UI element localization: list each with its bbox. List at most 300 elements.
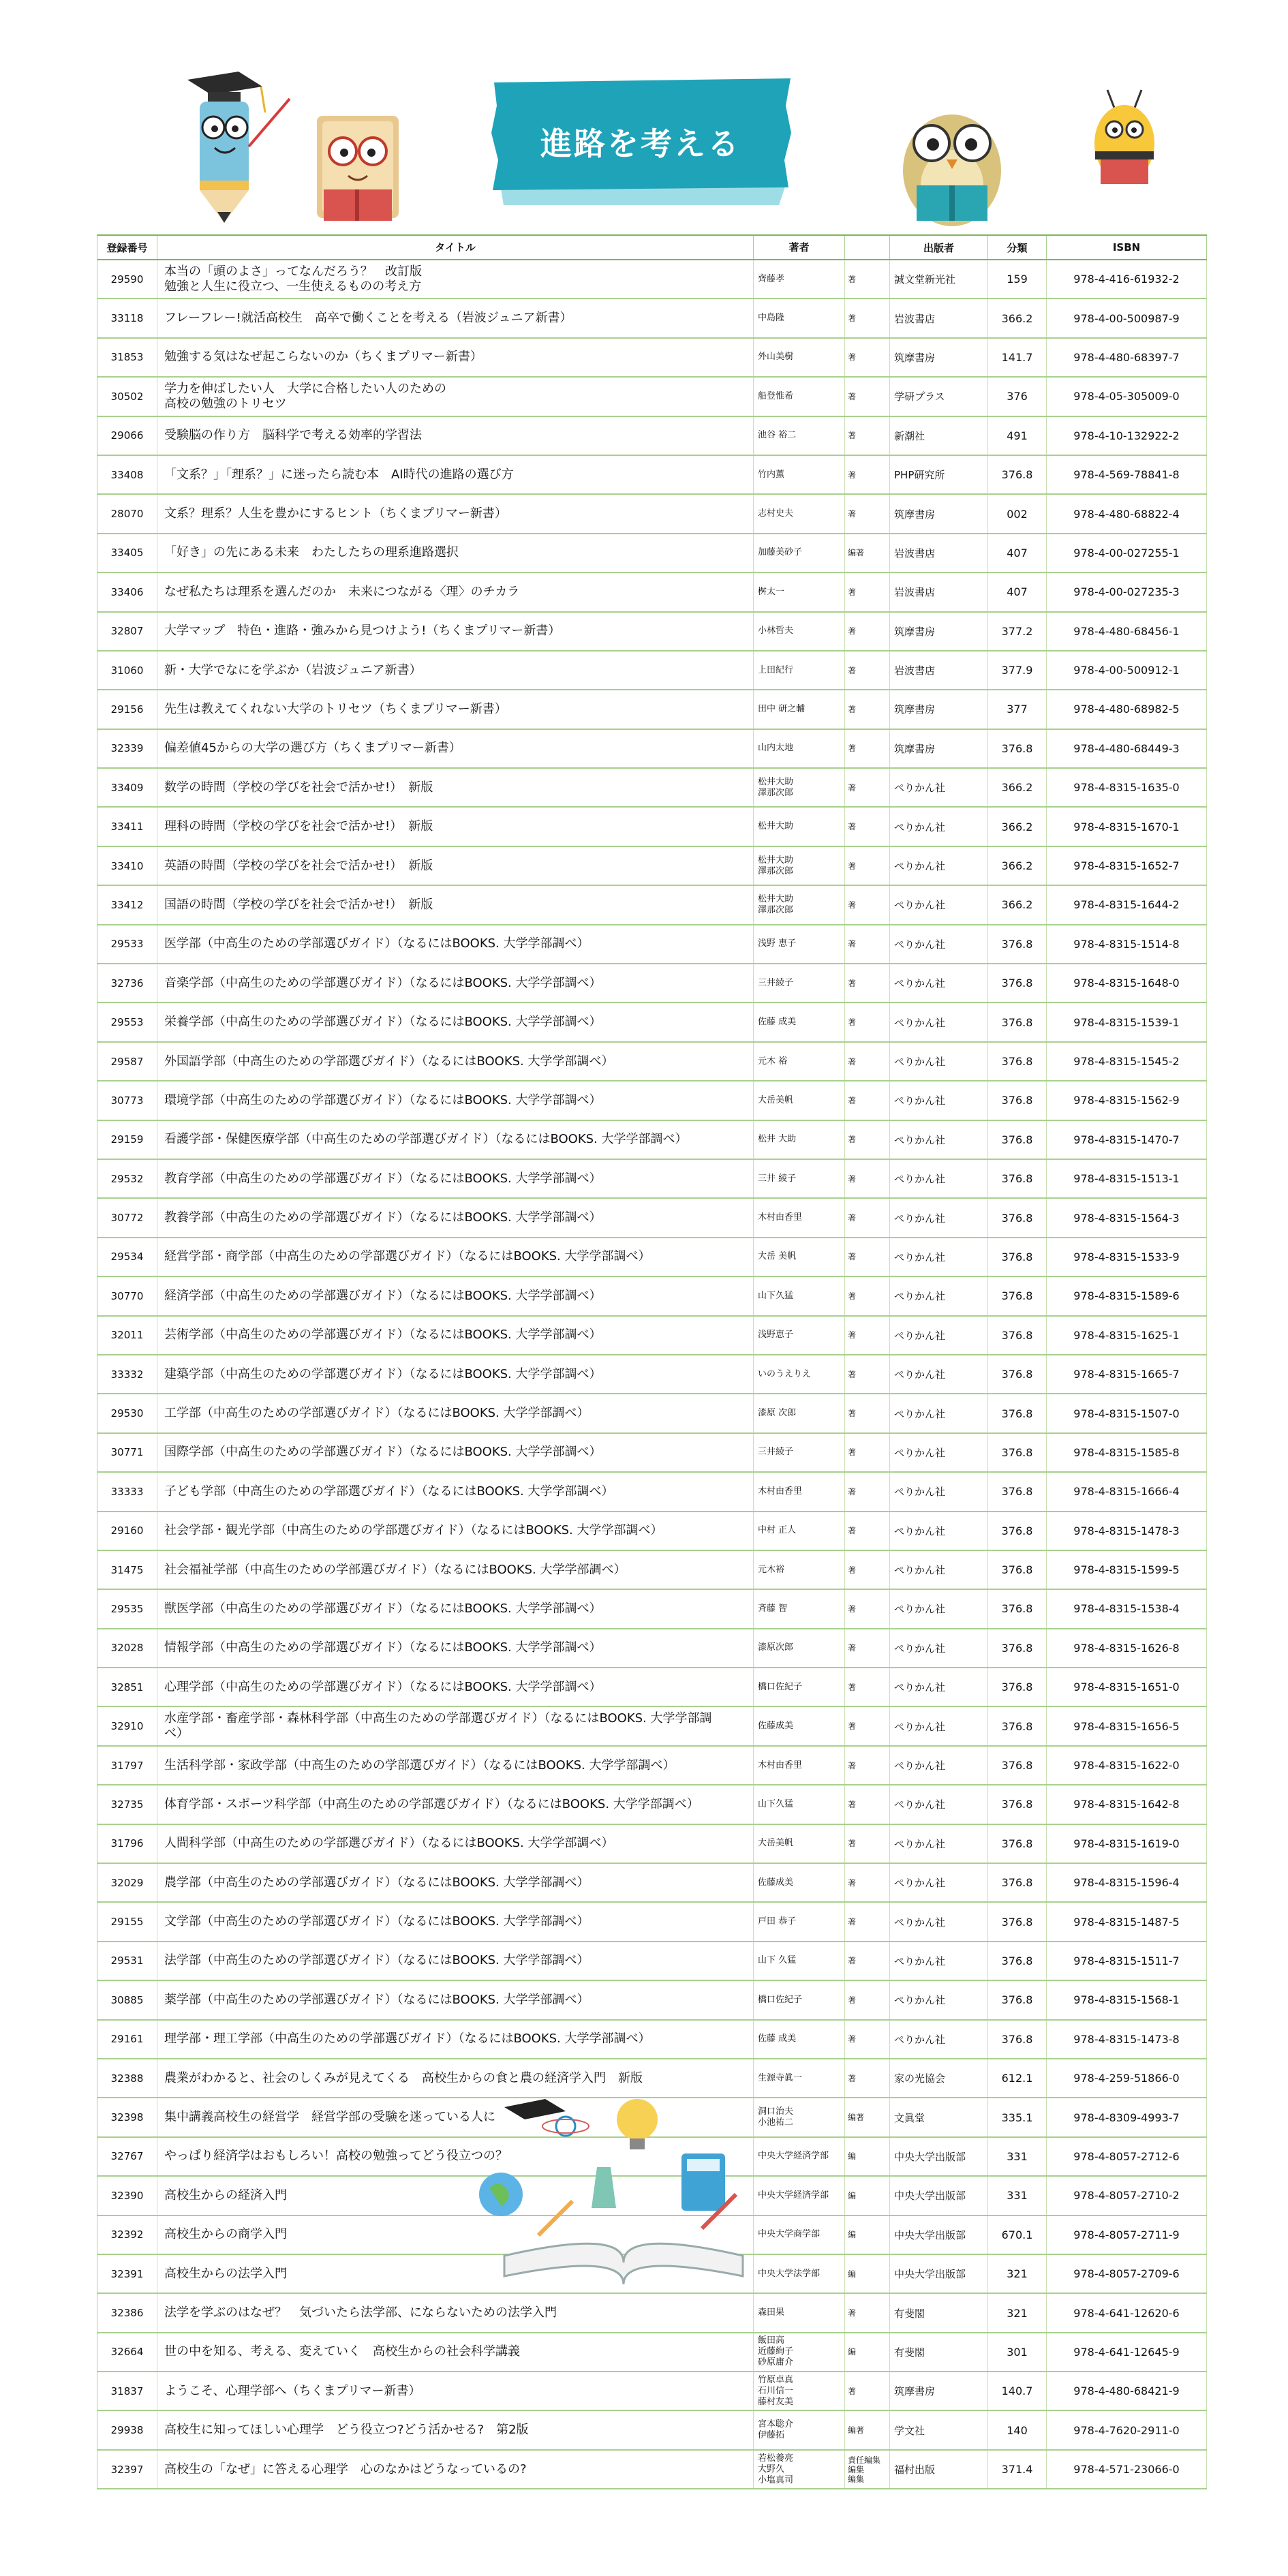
cell-role: 著 [845, 1785, 890, 1823]
cell-id: 33409 [97, 769, 157, 806]
cell-title: 受験脳の作り方 脳科学で考える効率的学習法 [157, 417, 754, 455]
cell-role: 著 [845, 1394, 890, 1432]
cell-role: 著 [845, 1043, 890, 1080]
cell-publisher: 岩波書店 [890, 534, 988, 572]
cell-author: 外山美樹 [754, 339, 845, 376]
cell-class: 377.2 [988, 613, 1047, 650]
cell-isbn: 978-4-259-51866-0 [1047, 2059, 1207, 2097]
cell-title: 人間科学部（中高生のための学部選びガイド）（なるにはBOOKS. 大学学部調べ） [157, 1825, 754, 1862]
cell-author: 竹内薫 [754, 456, 845, 493]
table-row [97, 925, 1207, 964]
cell-isbn: 978-4-480-68449-3 [1047, 730, 1207, 767]
table-row [97, 1825, 1207, 1864]
cell-id: 31475 [97, 1551, 157, 1589]
cell-isbn: 978-4-569-78841-8 [1047, 456, 1207, 493]
table-row [97, 1785, 1207, 1824]
cell-isbn: 978-4-8315-1665-7 [1047, 1355, 1207, 1393]
cell-role: 著 [845, 690, 890, 728]
cell-class: 376.8 [988, 1434, 1047, 1471]
cell-publisher: ぺりかん社 [890, 808, 988, 845]
cell-role: 著 [845, 1434, 890, 1471]
cell-id: 33412 [97, 886, 157, 923]
cell-author: 木村由香里 [754, 1473, 845, 1510]
cell-role: 著 [845, 1903, 890, 1940]
cell-publisher: 筑摩書房 [890, 613, 988, 650]
table-row [97, 1551, 1207, 1590]
cell-author: 松井大助 澤那次郎 [754, 769, 845, 806]
cell-title: 高校生からの商学入門 [157, 2216, 754, 2254]
table-row [97, 1512, 1207, 1551]
cell-author: 三井 綾子 [754, 1160, 845, 1197]
cell-class: 366.2 [988, 808, 1047, 845]
cell-title: 世の中を知る、考える、変えていく 高校生からの社会科学講義 [157, 2333, 754, 2371]
cell-id: 29534 [97, 1238, 157, 1276]
cell-class: 376.8 [988, 1903, 1047, 1940]
cell-role: 著 [845, 1355, 890, 1393]
col-header-id: 登録番号 [97, 236, 157, 259]
cell-role: 著 [845, 1707, 890, 1745]
cell-publisher: ぺりかん社 [890, 769, 988, 806]
cell-title: 高校生からの法学入門 [157, 2255, 754, 2293]
cell-id: 32851 [97, 1668, 157, 1706]
cell-id: 32664 [97, 2333, 157, 2371]
cell-isbn: 978-4-8315-1514-8 [1047, 925, 1207, 963]
cell-title: 勉強する気はなぜ起こらないのか（ちくまプリマー新書） [157, 339, 754, 376]
cell-id: 32807 [97, 613, 157, 650]
cell-author: 宮本聡介 伊藤拓 [754, 2411, 845, 2449]
cell-class: 376.8 [988, 1003, 1047, 1041]
cell-title: 大学マップ 特色・進路・強みから見つけよう!（ちくまプリマー新書） [157, 613, 754, 650]
cell-title: 英語の時間（学校の学びを社会で活かせ!） 新版 [157, 847, 754, 885]
col-header-publisher: 出版者 [890, 236, 988, 259]
cell-class: 376.8 [988, 1668, 1047, 1706]
book-glasses-icon [303, 109, 412, 232]
cell-class: 140.7 [988, 2372, 1047, 2410]
cell-class: 376.8 [988, 1981, 1047, 2019]
cell-title: 獣医学部（中高生のための学部選びガイド）（なるにはBOOKS. 大学学部調べ） [157, 1590, 754, 1627]
cell-id: 33405 [97, 534, 157, 572]
cell-title: 芸術学部（中高生のための学部選びガイド）（なるにはBOOKS. 大学学部調べ） [157, 1317, 754, 1354]
cell-publisher: 中央大学出版部 [890, 2255, 988, 2293]
cell-isbn: 978-4-416-61932-2 [1047, 260, 1207, 298]
cell-author: 中島隆 [754, 299, 845, 337]
cell-class: 376.8 [988, 1707, 1047, 1745]
cell-isbn: 978-4-8315-1625-1 [1047, 1317, 1207, 1354]
cell-role: 著 [845, 613, 890, 650]
cell-id: 33408 [97, 456, 157, 493]
table-row [97, 1043, 1207, 1082]
cell-role: 著 [845, 573, 890, 611]
cell-publisher: ぺりかん社 [890, 1942, 988, 1980]
cell-class: 376.8 [988, 1277, 1047, 1315]
cell-role: 著 [845, 1199, 890, 1236]
cell-title: 集中講義高校生の経営学 経営学部の受験を迷っている人に [157, 2098, 754, 2136]
cell-isbn: 978-4-8315-1652-7 [1047, 847, 1207, 885]
cell-class: 335.1 [988, 2098, 1047, 2136]
cell-author: 船登惟希 [754, 378, 845, 415]
cell-isbn: 978-4-7620-2911-0 [1047, 2411, 1207, 2449]
cell-class: 376.8 [988, 1747, 1047, 1784]
cell-class: 407 [988, 534, 1047, 572]
cell-author: 浅野恵子 [754, 1317, 845, 1354]
cell-isbn: 978-4-8315-1619-0 [1047, 1825, 1207, 1862]
cell-isbn: 978-4-8315-1470-7 [1047, 1121, 1207, 1159]
cell-author: 松井 大助 [754, 1121, 845, 1159]
cell-author: 漆原次郎 [754, 1629, 845, 1667]
cell-author: 大岳美帆 [754, 1825, 845, 1862]
cell-author: 佐藤 成美 [754, 2021, 845, 2058]
cell-publisher: ぺりかん社 [890, 847, 988, 885]
cell-id: 32028 [97, 1629, 157, 1667]
cell-id: 32029 [97, 1864, 157, 1901]
cell-publisher: ぺりかん社 [890, 1003, 988, 1041]
col-header-author: 著者 [754, 236, 845, 259]
cell-author: 橋口佐紀子 [754, 1981, 845, 2019]
cell-isbn: 978-4-8315-1589-6 [1047, 1277, 1207, 1315]
cell-class: 376.8 [988, 964, 1047, 1002]
cell-publisher: ぺりかん社 [890, 1981, 988, 2019]
cell-publisher: 筑摩書房 [890, 495, 988, 532]
cell-author: 森田果 [754, 2294, 845, 2331]
table-row [97, 2451, 1207, 2489]
cell-id: 29156 [97, 690, 157, 728]
cell-author: 上田紀行 [754, 651, 845, 689]
cell-isbn: 978-4-480-68397-7 [1047, 339, 1207, 376]
cell-publisher: ぺりかん社 [890, 1785, 988, 1823]
cell-role: 著 [845, 1473, 890, 1510]
cell-id: 31060 [97, 651, 157, 689]
cell-isbn: 978-4-8315-1539-1 [1047, 1003, 1207, 1041]
cell-publisher: ぺりかん社 [890, 1512, 988, 1550]
cell-role: 著 [845, 1629, 890, 1667]
cell-isbn: 978-4-00-027235-3 [1047, 573, 1207, 611]
cell-class: 376.8 [988, 1825, 1047, 1862]
cell-id: 33333 [97, 1473, 157, 1510]
cell-title: 法学を学ぶのはなぜ？ 気づいたら法学部、にならないための法学入門 [157, 2294, 754, 2331]
cell-isbn: 978-4-8315-1478-3 [1047, 1512, 1207, 1550]
cell-isbn: 978-4-8057-2711-9 [1047, 2216, 1207, 2254]
cell-class: 376.8 [988, 1043, 1047, 1080]
cell-author: 松井大助 澤那次郎 [754, 886, 845, 923]
table-row [97, 1707, 1207, 1746]
cell-isbn: 978-4-8315-1564-3 [1047, 1199, 1207, 1236]
cell-class: 371.4 [988, 2451, 1047, 2488]
cell-publisher: ぺりかん社 [890, 1668, 988, 1706]
cell-class: 366.2 [988, 299, 1047, 337]
cell-publisher: 中央大学出版部 [890, 2177, 988, 2214]
cell-title: 理学部・理工学部（中高生のための学部選びガイド）（なるにはBOOKS. 大学学部調べ） [157, 2021, 754, 2058]
cell-publisher: ぺりかん社 [890, 1825, 988, 1862]
cell-publisher: 岩波書店 [890, 651, 988, 689]
cell-publisher: 福村出版 [890, 2451, 988, 2488]
table-row [97, 260, 1207, 299]
cell-publisher: ぺりかん社 [890, 1277, 988, 1315]
cell-publisher: 文眞堂 [890, 2098, 988, 2136]
cell-id: 30502 [97, 378, 157, 415]
cell-title: 高校生からの経済入門 [157, 2177, 754, 2214]
cell-publisher: ぺりかん社 [890, 1121, 988, 1159]
cell-class: 377 [988, 690, 1047, 728]
cell-id: 32767 [97, 2138, 157, 2175]
cell-role: 編 [845, 2177, 890, 2214]
cell-class: 321 [988, 2255, 1047, 2293]
cell-isbn: 978-4-8315-1585-8 [1047, 1434, 1207, 1471]
cell-isbn: 978-4-571-23066-0 [1047, 2451, 1207, 2488]
cell-author: 中央大学商学部 [754, 2216, 845, 2254]
table-row [97, 1629, 1207, 1668]
cell-isbn: 978-4-8315-1511-7 [1047, 1942, 1207, 1980]
table-row [97, 2372, 1207, 2411]
table-row [97, 2333, 1207, 2372]
cell-class: 376.8 [988, 1629, 1047, 1667]
cell-isbn: 978-4-8315-1656-5 [1047, 1707, 1207, 1745]
cell-author: 齊藤孝 [754, 260, 845, 298]
cell-publisher: ぺりかん社 [890, 964, 988, 1002]
cell-title: 栄養学部（中高生のための学部選びガイド）（なるにはBOOKS. 大学学部調べ） [157, 1003, 754, 1041]
cell-role: 著 [845, 925, 890, 963]
cell-role: 編 [845, 2138, 890, 2175]
cell-isbn: 978-4-8057-2712-6 [1047, 2138, 1207, 2175]
cell-class: 376.8 [988, 1473, 1047, 1510]
cell-title: 教養学部（中高生のための学部選びガイド）（なるにはBOOKS. 大学学部調べ） [157, 1199, 754, 1236]
cell-author: 小林哲夫 [754, 613, 845, 650]
cell-author: 漆原 次郎 [754, 1394, 845, 1432]
cell-id: 32390 [97, 2177, 157, 2214]
cell-author: 加藤美砂子 [754, 534, 845, 572]
cell-publisher: ぺりかん社 [890, 1864, 988, 1901]
cell-id: 30770 [97, 1277, 157, 1315]
cell-role: 著 [845, 2021, 890, 2058]
cell-title: 医学部（中高生のための学部選びガイド）（なるにはBOOKS. 大学学部調べ） [157, 925, 754, 963]
cell-class: 376.8 [988, 1864, 1047, 1901]
cell-class: 376.8 [988, 1199, 1047, 1236]
cell-id: 29590 [97, 260, 157, 298]
cell-id: 32339 [97, 730, 157, 767]
pencil-graduate-icon [167, 72, 293, 228]
cell-class: 376.8 [988, 1394, 1047, 1432]
cell-isbn: 978-4-8315-1513-1 [1047, 1160, 1207, 1197]
cell-class: 301 [988, 2333, 1047, 2371]
owl-reading-icon [889, 95, 1015, 228]
cell-role: 著 [845, 1317, 890, 1354]
cell-publisher: 誠文堂新光社 [890, 260, 988, 298]
table-row [97, 1668, 1207, 1707]
cell-title: 農業がわかると、社会のしくみが見えてくる 高校生からの食と農の経済学入門 新版 [157, 2059, 754, 2097]
cell-id: 31796 [97, 1825, 157, 1862]
cell-title: 社会福祉学部（中高生のための学部選びガイド）（なるにはBOOKS. 大学学部調べ） [157, 1551, 754, 1589]
table-row [97, 690, 1207, 729]
table-row [97, 1942, 1207, 1981]
table-row [97, 1317, 1207, 1355]
cell-id: 29531 [97, 1942, 157, 1980]
cell-publisher: ぺりかん社 [890, 1317, 988, 1354]
table-row [97, 339, 1207, 378]
col-header-class: 分類 [988, 236, 1047, 259]
cell-author: 木村由香里 [754, 1747, 845, 1784]
cell-publisher: 中央大学出版部 [890, 2216, 988, 2254]
cell-role: 著 [845, 495, 890, 532]
cell-isbn: 978-4-480-68982-5 [1047, 690, 1207, 728]
cell-role: 著 [845, 456, 890, 493]
cell-publisher: 新潮社 [890, 417, 988, 455]
cell-publisher: ぺりかん社 [890, 1551, 988, 1589]
open-book-learning-icon [477, 2092, 770, 2290]
cell-id: 32386 [97, 2294, 157, 2331]
table-row [97, 2021, 1207, 2059]
cell-class: 331 [988, 2177, 1047, 2214]
cell-author: 田中 研之輔 [754, 690, 845, 728]
cell-role: 著 [845, 2294, 890, 2331]
col-header-role [845, 236, 890, 259]
cell-isbn: 978-4-8309-4993-7 [1047, 2098, 1207, 2136]
cell-title: 文学部（中高生のための学部選びガイド）（なるにはBOOKS. 大学学部調べ） [157, 1903, 754, 1940]
cell-title: 「文系？」「理系？」に迷ったら読む本 AI時代の進路の選び方 [157, 456, 754, 493]
cell-class: 376.8 [988, 1512, 1047, 1550]
cell-title: 先生は教えてくれない大学のトリセツ（ちくまプリマー新書） [157, 690, 754, 728]
cell-role: 編著 [845, 2411, 890, 2449]
cell-publisher: ぺりかん社 [890, 1394, 988, 1432]
cell-publisher: 筑摩書房 [890, 690, 988, 728]
cell-isbn: 978-4-8315-1507-0 [1047, 1394, 1207, 1432]
cell-author: 浅野 恵子 [754, 925, 845, 963]
cell-id: 33118 [97, 299, 157, 337]
cell-title: 環境学部（中高生のための学部選びガイド）（なるにはBOOKS. 大学学部調べ） [157, 1082, 754, 1119]
cell-id: 29066 [97, 417, 157, 455]
table-row [97, 1864, 1207, 1903]
cell-role: 著 [845, 1942, 890, 1980]
table-row [97, 1277, 1207, 1316]
cell-class: 376 [988, 378, 1047, 415]
cell-role: 著 [845, 1082, 890, 1119]
cell-class: 376.8 [988, 1082, 1047, 1119]
table-header [97, 236, 1207, 260]
cell-title: 外国語学部（中高生のための学部選びガイド）（なるにはBOOKS. 大学学部調べ） [157, 1043, 754, 1080]
bee-reading-icon [1087, 89, 1162, 198]
table-row [97, 495, 1207, 534]
cell-role: 著 [845, 339, 890, 376]
cell-isbn: 978-4-00-500912-1 [1047, 651, 1207, 689]
cell-author: 生源寺眞一 [754, 2059, 845, 2097]
cell-title: 体育学部・スポーツ科学部（中高生のための学部選びガイド）（なるにはBOOKS. 大学学部調べ） [157, 1785, 754, 1823]
cell-title: 経済学部（中高生のための学部選びガイド）（なるにはBOOKS. 大学学部調べ） [157, 1277, 754, 1315]
cell-author: いのうえりえ [754, 1355, 845, 1393]
cell-id: 29161 [97, 2021, 157, 2058]
cell-role: 著 [845, 769, 890, 806]
cell-publisher: 有斐閣 [890, 2294, 988, 2331]
cell-isbn: 978-4-8315-1599-5 [1047, 1551, 1207, 1589]
cell-title: 社会学部・観光学部（中高生のための学部選びガイド）（なるにはBOOKS. 大学学部調べ） [157, 1512, 754, 1550]
table-row [97, 1121, 1207, 1160]
cell-title: ようこそ、心理学部へ（ちくまプリマー新書） [157, 2372, 754, 2410]
cell-role: 著 [845, 378, 890, 415]
cell-publisher: ぺりかん社 [890, 1707, 988, 1745]
table-row [97, 378, 1207, 416]
cell-isbn: 978-4-641-12620-6 [1047, 2294, 1207, 2331]
cell-role: 編著 [845, 534, 890, 572]
cell-publisher: ぺりかん社 [890, 1747, 988, 1784]
cell-role: 著 [845, 2059, 890, 2097]
cell-title: 農学部（中高生のための学部選びガイド）（なるにはBOOKS. 大学学部調べ） [157, 1864, 754, 1901]
cell-author: 竹原卓真 石川信一 藤村友美 [754, 2372, 845, 2410]
cell-id: 32736 [97, 964, 157, 1002]
cell-author: 戸田 恭子 [754, 1903, 845, 1940]
cell-title: 理科の時間（学校の学びを社会で活かせ!） 新版 [157, 808, 754, 845]
cell-id: 30885 [97, 1981, 157, 2019]
cell-title: 工学部（中高生のための学部選びガイド）（なるにはBOOKS. 大学学部調べ） [157, 1394, 754, 1432]
table-row [97, 1747, 1207, 1785]
cell-publisher: ぺりかん社 [890, 1160, 988, 1197]
cell-publisher: ぺりかん社 [890, 1238, 988, 1276]
cell-class: 376.8 [988, 1121, 1047, 1159]
cell-class: 376.8 [988, 1238, 1047, 1276]
cell-class: 376.8 [988, 1551, 1047, 1589]
cell-title: 経営学部・商学部（中高生のための学部選びガイド）（なるにはBOOKS. 大学学部調べ） [157, 1238, 754, 1276]
cell-isbn: 978-4-8315-1533-9 [1047, 1238, 1207, 1276]
cell-id: 29938 [97, 2411, 157, 2449]
cell-publisher: 筑摩書房 [890, 2372, 988, 2410]
cell-publisher: ぺりかん社 [890, 1473, 988, 1510]
cell-id: 33411 [97, 808, 157, 845]
table-row [97, 1160, 1207, 1199]
cell-id: 30771 [97, 1434, 157, 1471]
cell-title: 偏差値45からの大学の選び方（ちくまプリマー新書） [157, 730, 754, 767]
table-row [97, 1238, 1207, 1277]
cell-title: 子ども学部（中高生のための学部選びガイド）（なるにはBOOKS. 大学学部調べ） [157, 1473, 754, 1510]
cell-isbn: 978-4-00-027255-1 [1047, 534, 1207, 572]
cell-author: 大岳美帆 [754, 1082, 845, 1119]
cell-id: 29532 [97, 1160, 157, 1197]
cell-id: 32398 [97, 2098, 157, 2136]
cell-title: 高校生の「なぜ」に答える心理学 心のなかはどうなっているの? [157, 2451, 754, 2488]
cell-role: 著 [845, 808, 890, 845]
cell-class: 376.8 [988, 1355, 1047, 1393]
table-row [97, 730, 1207, 769]
cell-author: 志村史夫 [754, 495, 845, 532]
cell-isbn: 978-4-00-500987-9 [1047, 299, 1207, 337]
cell-id: 32910 [97, 1707, 157, 1745]
cell-author: 佐藤成美 [754, 1707, 845, 1745]
page-title: 進路を考える [540, 125, 741, 162]
cell-class: 140 [988, 2411, 1047, 2449]
cell-isbn: 978-4-8315-1568-1 [1047, 1981, 1207, 2019]
cell-role: 著 [845, 1590, 890, 1627]
cell-role: 著 [845, 651, 890, 689]
cell-role: 編 [845, 2255, 890, 2293]
cell-publisher: ぺりかん社 [890, 886, 988, 923]
table-row [97, 847, 1207, 886]
cell-id: 33406 [97, 573, 157, 611]
cell-title: 文系？理系？人生を豊かにするヒント（ちくまプリマー新書） [157, 495, 754, 532]
table-row [97, 1434, 1207, 1473]
col-header-title: タイトル [157, 236, 754, 259]
cell-author: 中村 正人 [754, 1512, 845, 1550]
cell-title: フレーフレー!就活高校生 高卒で働くことを考える（岩波ジュニア新書） [157, 299, 754, 337]
table-row [97, 1394, 1207, 1433]
cell-role: 編著 [845, 2098, 890, 2136]
table-row [97, 964, 1207, 1003]
cell-class: 491 [988, 417, 1047, 455]
cell-author: 山下 久猛 [754, 1942, 845, 1980]
cell-isbn: 978-4-8315-1642-8 [1047, 1785, 1207, 1823]
cell-class: 366.2 [988, 769, 1047, 806]
cell-author: 大岳 美帆 [754, 1238, 845, 1276]
cell-isbn: 978-4-8315-1635-0 [1047, 769, 1207, 806]
cell-author: 中央大学経済学部 [754, 2177, 845, 2214]
cell-class: 376.8 [988, 730, 1047, 767]
cell-class: 670.1 [988, 2216, 1047, 2254]
cell-id: 29159 [97, 1121, 157, 1159]
cell-title: 薬学部（中高生のための学部選びガイド）（なるにはBOOKS. 大学学部調べ） [157, 1981, 754, 2019]
